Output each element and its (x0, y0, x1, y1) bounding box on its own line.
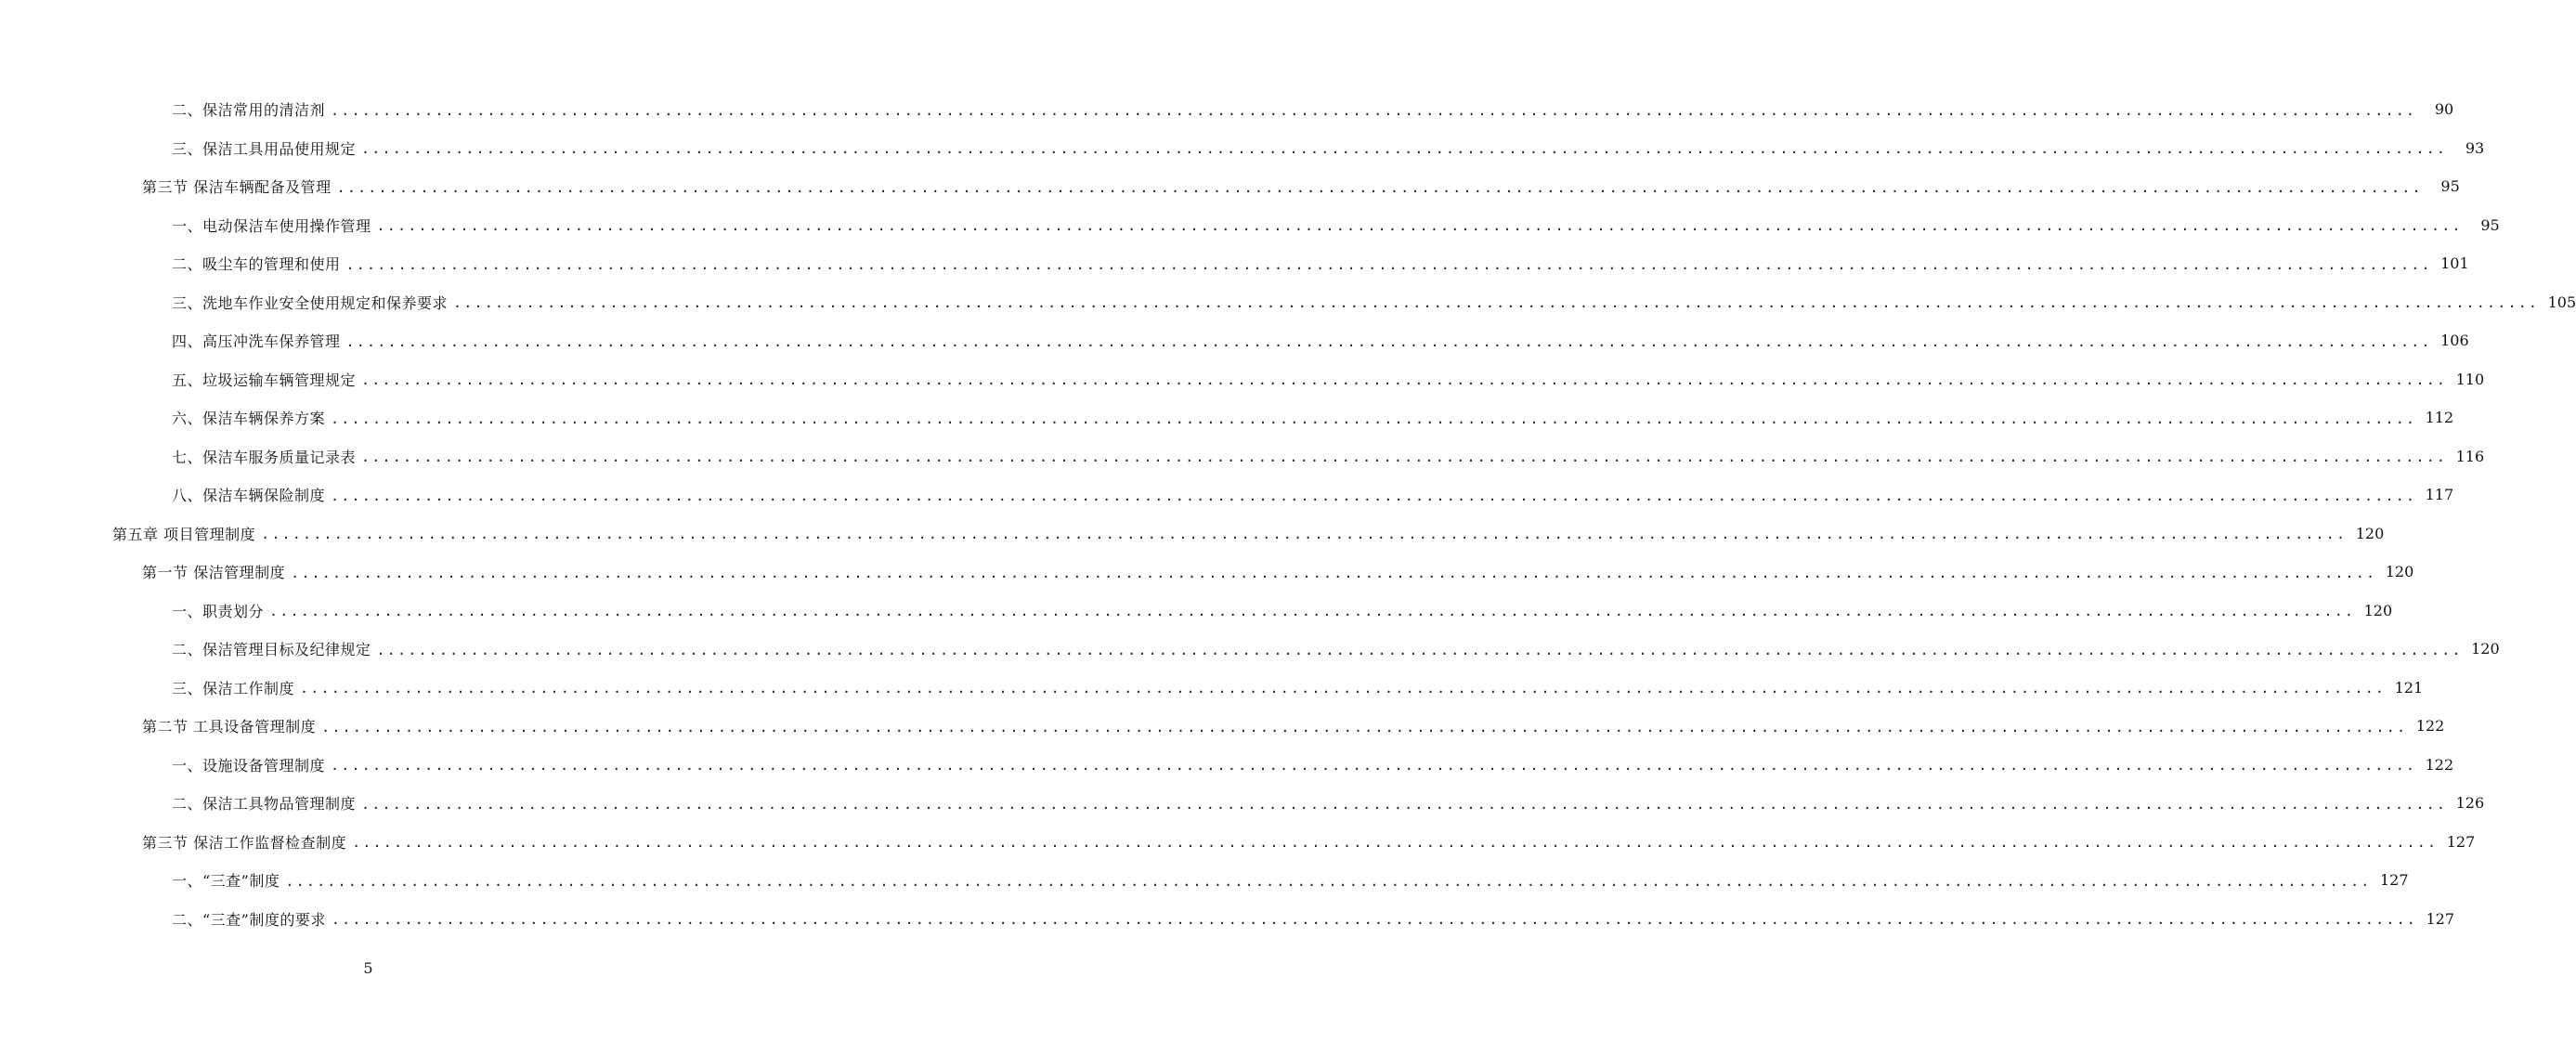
toc-entry[interactable] (0, 669, 2424, 708)
toc-entry[interactable] (0, 244, 2469, 283)
toc-entry-title: 第五章 项目管理制度 (112, 525, 256, 543)
dot-leader: ........................................................................................................................................................................................................ (336, 178, 2423, 196)
toc-entry[interactable] (0, 437, 2485, 476)
toc-entry-page: 95 (2480, 215, 2500, 234)
toc-entry[interactable] (0, 283, 2576, 322)
toc-entry-title: 三、保洁工具用品使用规定 (172, 139, 357, 158)
toc-entry-page: 106 (2440, 332, 2469, 350)
toc-entry[interactable] (0, 553, 2414, 592)
toc-entry-title: 六、保洁车辆保养方案 (172, 410, 326, 428)
dot-leader: ........................................................................................................................................................................................................ (361, 371, 2448, 389)
toc-entry[interactable] (0, 823, 2476, 862)
toc-entry-page: 112 (2425, 409, 2454, 427)
toc-entry-title: 三、洗地车作业安全使用规定和保养要求 (172, 293, 449, 312)
dot-leader: ........................................................................................................................................................................................................ (361, 795, 2448, 813)
toc-entry[interactable] (0, 129, 2485, 168)
dot-leader: ........................................................................................................................................................................................................ (345, 255, 2432, 273)
toc-entry-title: 二、保洁常用的清洁剂 (172, 101, 326, 120)
toc-entry-title: 二、“三查”制度的要求 (172, 910, 326, 929)
toc-entry[interactable] (0, 707, 2445, 746)
dot-leader: ........................................................................................................................................................................................................ (291, 564, 2377, 581)
dot-leader: ........................................................................................................................................................................................................ (331, 101, 2417, 119)
dot-leader: ........................................................................................................................................................................................................ (331, 757, 2417, 775)
toc-entry-title: 三、保洁工作制度 (172, 679, 295, 697)
toc-entry-title: 第一节 保洁管理制度 (142, 564, 286, 582)
toc-entry[interactable] (0, 206, 2500, 245)
toc-entry-title: 八、保洁车辆保险制度 (172, 487, 326, 505)
dot-leader: ........................................................................................................................................................................................................ (285, 872, 2372, 890)
toc-entry[interactable] (0, 90, 2454, 129)
toc-entry-page: 95 (2440, 177, 2460, 196)
toc-entry[interactable] (0, 398, 2454, 437)
toc-entry-page: 126 (2455, 794, 2485, 813)
dot-leader: ........................................................................................................................................................................................................ (361, 449, 2448, 466)
toc-entry-title: 五、垃圾运输车辆管理规定 (172, 371, 357, 389)
toc-entry-page: 122 (2425, 755, 2454, 774)
toc-entry-title: 二、吸尘车的管理和使用 (172, 255, 341, 274)
toc-entry[interactable] (0, 746, 2454, 785)
toc-entry-page: 120 (2471, 640, 2500, 658)
dot-leader: ........................................................................................................................................................................................................ (321, 718, 2408, 736)
toc-entry-title: 七、保洁车服务质量记录表 (172, 448, 357, 466)
toc-entry-page: 127 (2426, 909, 2455, 928)
dot-leader: ........................................................................................................................................................................................................ (261, 526, 2348, 543)
toc-entry[interactable] (0, 475, 2454, 514)
toc-entry[interactable] (0, 514, 2385, 554)
toc-entry-title: 四、高压冲洗车保养管理 (172, 332, 341, 351)
toc-entry[interactable] (0, 321, 2469, 360)
toc-entry-title: 一、设施设备管理制度 (172, 756, 326, 775)
toc-entry-title: 二、保洁工具物品管理制度 (172, 795, 357, 814)
dot-leader: ........................................................................................................................................................................................................ (300, 680, 2387, 697)
toc-entry[interactable] (0, 592, 2393, 631)
toc-entry-page: 116 (2455, 447, 2485, 465)
toc-entry-title: 第二节 工具设备管理制度 (142, 718, 317, 736)
toc-entry-title: 一、“三查”制度 (172, 872, 280, 891)
toc-entry-page: 127 (2446, 832, 2476, 851)
dot-leader: ........................................................................................................................................................................................................ (331, 911, 2418, 929)
toc-entry-page: 117 (2425, 486, 2454, 504)
toc-entry-title: 第三节 保洁车辆配备及管理 (142, 178, 332, 197)
toc-entry[interactable] (0, 900, 2455, 939)
dot-leader: ........................................................................................................................................................................................................ (453, 294, 2540, 312)
dot-leader: ........................................................................................................................................................................................................ (331, 487, 2417, 504)
toc-entry-title: 二、保洁管理目标及纪律规定 (172, 641, 371, 659)
toc-entry-title: 第三节 保洁工作监督检查制度 (142, 833, 347, 852)
dot-leader: ........................................................................................................................................................................................................ (269, 603, 2356, 620)
toc-entry[interactable] (0, 360, 2485, 399)
toc-entry-page: 110 (2455, 370, 2485, 388)
toc-entry[interactable] (0, 630, 2500, 669)
dot-leader: ........................................................................................................................................................................................................ (331, 410, 2417, 427)
toc-entry-page: 101 (2440, 254, 2469, 273)
table-of-contents (0, 90, 2576, 938)
page-number: 5 (363, 959, 373, 977)
dot-leader: ........................................................................................................................................................................................................ (361, 140, 2448, 158)
toc-entry-title: 一、职责划分 (172, 602, 265, 620)
toc-entry[interactable] (0, 784, 2485, 823)
toc-entry-page: 120 (2355, 524, 2385, 542)
toc-entry-page: 93 (2465, 138, 2485, 157)
toc-entry-page: 120 (2385, 563, 2414, 581)
dot-leader: ........................................................................................................................................................................................................ (352, 834, 2439, 852)
toc-entry-page: 122 (2415, 717, 2445, 736)
toc-entry-page: 120 (2363, 601, 2393, 619)
dot-leader: ........................................................................................................................................................................................................ (345, 332, 2432, 350)
toc-entry-page: 127 (2379, 871, 2409, 890)
dot-leader: ........................................................................................................................................................................................................ (376, 641, 2463, 658)
toc-entry[interactable] (0, 861, 2409, 900)
toc-entry-page: 105 (2547, 293, 2576, 311)
dot-leader: ........................................................................................................................................................................................................ (376, 217, 2463, 235)
toc-entry-title: 一、电动保洁车使用操作管理 (172, 216, 371, 235)
toc-entry-page: 121 (2394, 678, 2424, 697)
toc-entry[interactable] (0, 167, 2460, 206)
toc-entry-page: 90 (2434, 100, 2454, 119)
